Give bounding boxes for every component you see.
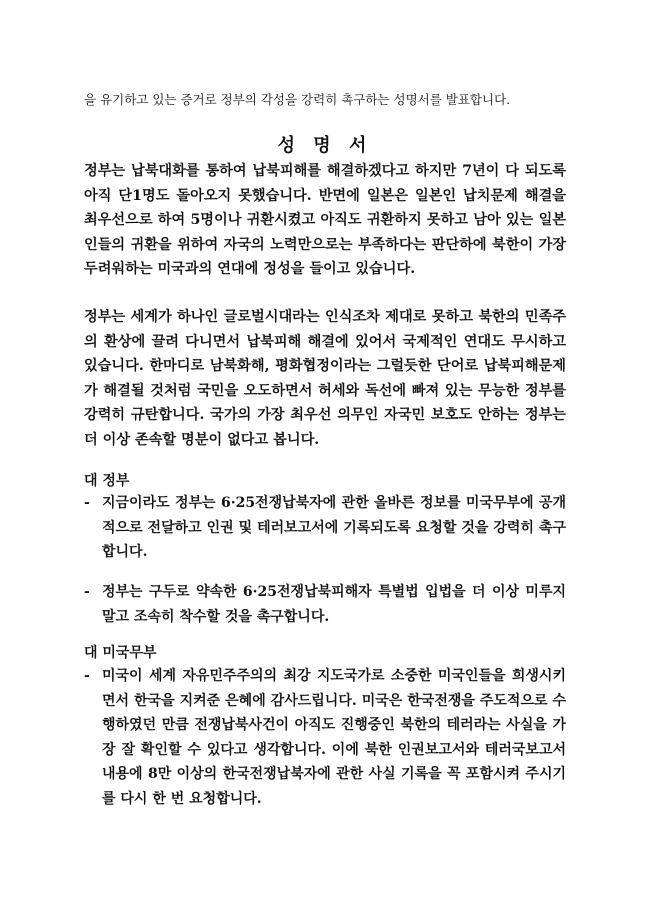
bullet-dash: -	[84, 495, 90, 511]
section-heading-state-dept: 대 미국무부	[84, 645, 157, 661]
bullet-dash: -	[84, 584, 90, 600]
bullet-dash: -	[84, 668, 90, 684]
statement-paragraph-1: 정부는 납북대화를 통하여 납북피해를 해결하겠다고 하지만 7년이 다 되도록 아직 단1명도 돌아오지 못했습니다. 반면에 일본은 일본인 납치문제 해결을 최우선으로 하여 5명이나 귀환시켰고 아직도 귀환하지 못하고 남아 있는 일본인들의 귀환을 위하여 자국의 노력만으로는 부족하다는 판단하에 북한이 가장 두려워하는 미국과의 연대에 정성을 들이고 있습니다.	[84, 163, 566, 277]
list-item	[84, 491, 566, 565]
intro-text: 을 유기하고 있는 증거로 정부의 각성을 강력히 촉구하는 성명서를 발표합니다.	[84, 92, 511, 107]
list-item	[84, 580, 566, 629]
bullet-text: 정부는 구두로 약속한 6·25전쟁납북피해자 특별법 입법을 더 이상 미루지 말고 조속히 착수할 것을 촉구합니다.	[102, 584, 566, 625]
page-title: 성 명 서	[277, 135, 373, 156]
bullet-text: 미국이 세계 자유민주주의의 최강 지도국가로 소중한 미국인들을 희생시키면서 한국을 지켜준 은혜에 감사드립니다. 미국은 한국전쟁을 주도적으로 수행하였던 만큼 전쟁납북사건이 아직도 진행중인 북한의 테러라는 사실을 가장 잘 확인할 수 있다고 생각합니다. 이에 북한 인권보고서와 테러국보고서 내용에 8만 이상의 한국전쟁납북자에 관한 사실 기록을 꼭 포함시켜 주시기를 다시 한 번 요청합니다.	[102, 668, 566, 807]
bullet-text: 지금이라도 정부는 6·25전쟁납북자에 관한 올바른 정보를 미국무부에 공개적으로 전달하고 인권 및 테러보고서에 기록되도록 요청할 것을 강력히 촉구합니다.	[102, 495, 566, 560]
list-item	[84, 664, 566, 811]
section-heading-government: 대 정부	[84, 473, 130, 489]
statement-paragraph-2: 정부는 세계가 하나인 글로벌시대라는 인식조차 제대로 못하고 북한의 민족주의 환상에 끌려 다니면서 납북피해 해결에 있어서 국제적인 연대도 무시하고 있습니다. 한마디로 남북화해, 평화협정이라는 그럴듯한 단어로 납북피해문제가 해결될 것처럼 국민을 오도하면서 허세와 독선에 빠져 있는 무능한 정부를 강력히 규탄합니다. 국가의 가장 최우선 의무인 자국민 보호도 안하는 정부는 더 이상 존속할 명분이 없다고 봅니다.	[84, 309, 566, 448]
